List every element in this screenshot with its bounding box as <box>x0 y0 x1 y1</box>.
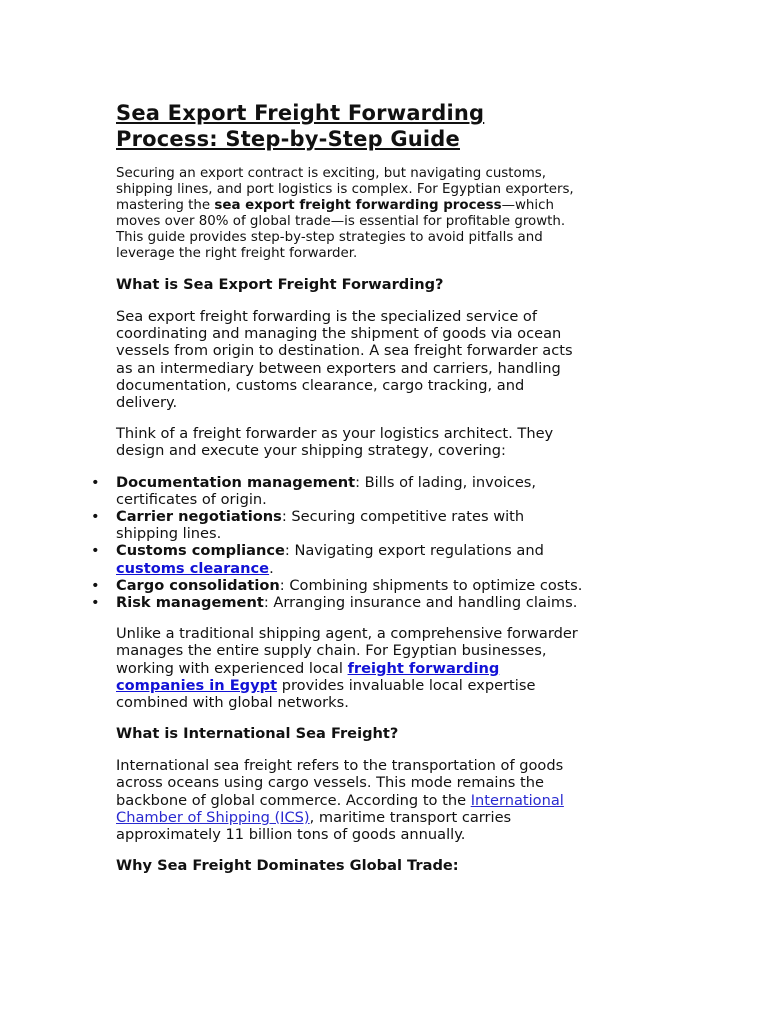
list-item <box>91 508 586 543</box>
list-item <box>91 542 586 577</box>
list-item-text: : Securing competitive rates with shipping lines. <box>116 508 525 543</box>
bullet-icon: • <box>91 576 100 594</box>
document-page <box>91 100 586 889</box>
logistics-architect-paragraph: Think of a freight forwarder as your logistics architect. They design and execute your shipping strategy, covering: <box>116 425 554 460</box>
title-line-1: Sea Export Freight Forwarding <box>116 101 485 125</box>
supply-chain-text-end: provides invaluable local expertise combined with global networks. <box>116 676 536 712</box>
list-item-term: Carrier negotiations <box>116 508 282 526</box>
list-item-term: Risk management <box>116 594 264 612</box>
bullet-icon: • <box>91 594 100 612</box>
intro-bold-phrase: sea export freight forwarding process <box>214 198 502 213</box>
bullet-icon: • <box>91 542 100 560</box>
page-title <box>116 100 586 152</box>
list-item-text-end: . <box>269 559 274 577</box>
list-item-text: : Navigating export regulations and <box>284 542 544 560</box>
freight-forwarding-companies-link[interactable]: freight forwarding companies in Egypt <box>116 659 500 694</box>
forwarding-definition-paragraph: Sea export freight forwarding is the specialized service of coordinating and managing the shipment of goods via ocean vessels from origin to destination. A sea freight forwarder acts as an intermediary between exporters and carriers, handling documentation, customs clearance, cargo tracking, and delivery. <box>116 308 573 412</box>
list-item <box>91 594 586 612</box>
ics-link[interactable]: International Chamber of Shipping (ICS) <box>116 791 564 826</box>
bullet-icon: • <box>91 473 100 491</box>
intro-text: Securing an export contract is exciting, but navigating customs, shipping lines, and port logistics is complex. For Egyptian exporters, mastering the <box>116 166 574 213</box>
intro-paragraph <box>116 166 586 262</box>
list-item-term: Customs compliance <box>116 542 285 560</box>
sea-freight-text: International sea freight refers to the transportation of goods across oceans using cargo vessels. This mode remains the backbone of global commerce. According to the <box>116 757 564 809</box>
section-heading-dominance: Why Sea Freight Dominates Global Trade: <box>116 857 459 875</box>
sea-freight-paragraph <box>116 757 586 843</box>
supply-chain-paragraph <box>116 625 586 711</box>
sea-freight-text-end: , maritime transport carries approximately 11 billion tons of goods annually. <box>116 808 512 844</box>
list-item-text: : Combining shipments to optimize costs. <box>279 576 583 594</box>
section-heading-forwarding: What is Sea Export Freight Forwarding? <box>116 276 444 293</box>
services-list <box>91 473 586 612</box>
bullet-icon: • <box>91 508 100 526</box>
title-line-2: Process: Step-by-Step Guide <box>116 127 460 151</box>
list-item-term: Documentation management <box>116 473 356 491</box>
supply-chain-text: Unlike a traditional shipping agent, a comprehensive forwarder manages the entire supply chain. For Egyptian businesses, working with experienced local <box>116 625 578 677</box>
customs-clearance-link[interactable]: customs clearance <box>116 559 270 577</box>
section-heading-sea-freight: What is International Sea Freight? <box>116 725 399 743</box>
list-item <box>91 473 586 508</box>
list-item-text: : Bills of lading, invoices, certificates of origin. <box>116 473 537 508</box>
intro-text-end: —which moves over 80% of global trade—is essential for profitable growth. This guide provides step-by-step strategies to avoid pitfalls and leverage the right freight forwarder. <box>116 198 566 261</box>
list-item-text: : Arranging insurance and handling claims. <box>263 594 578 612</box>
list-item <box>91 576 586 594</box>
list-item-term: Cargo consolidation <box>116 576 280 594</box>
